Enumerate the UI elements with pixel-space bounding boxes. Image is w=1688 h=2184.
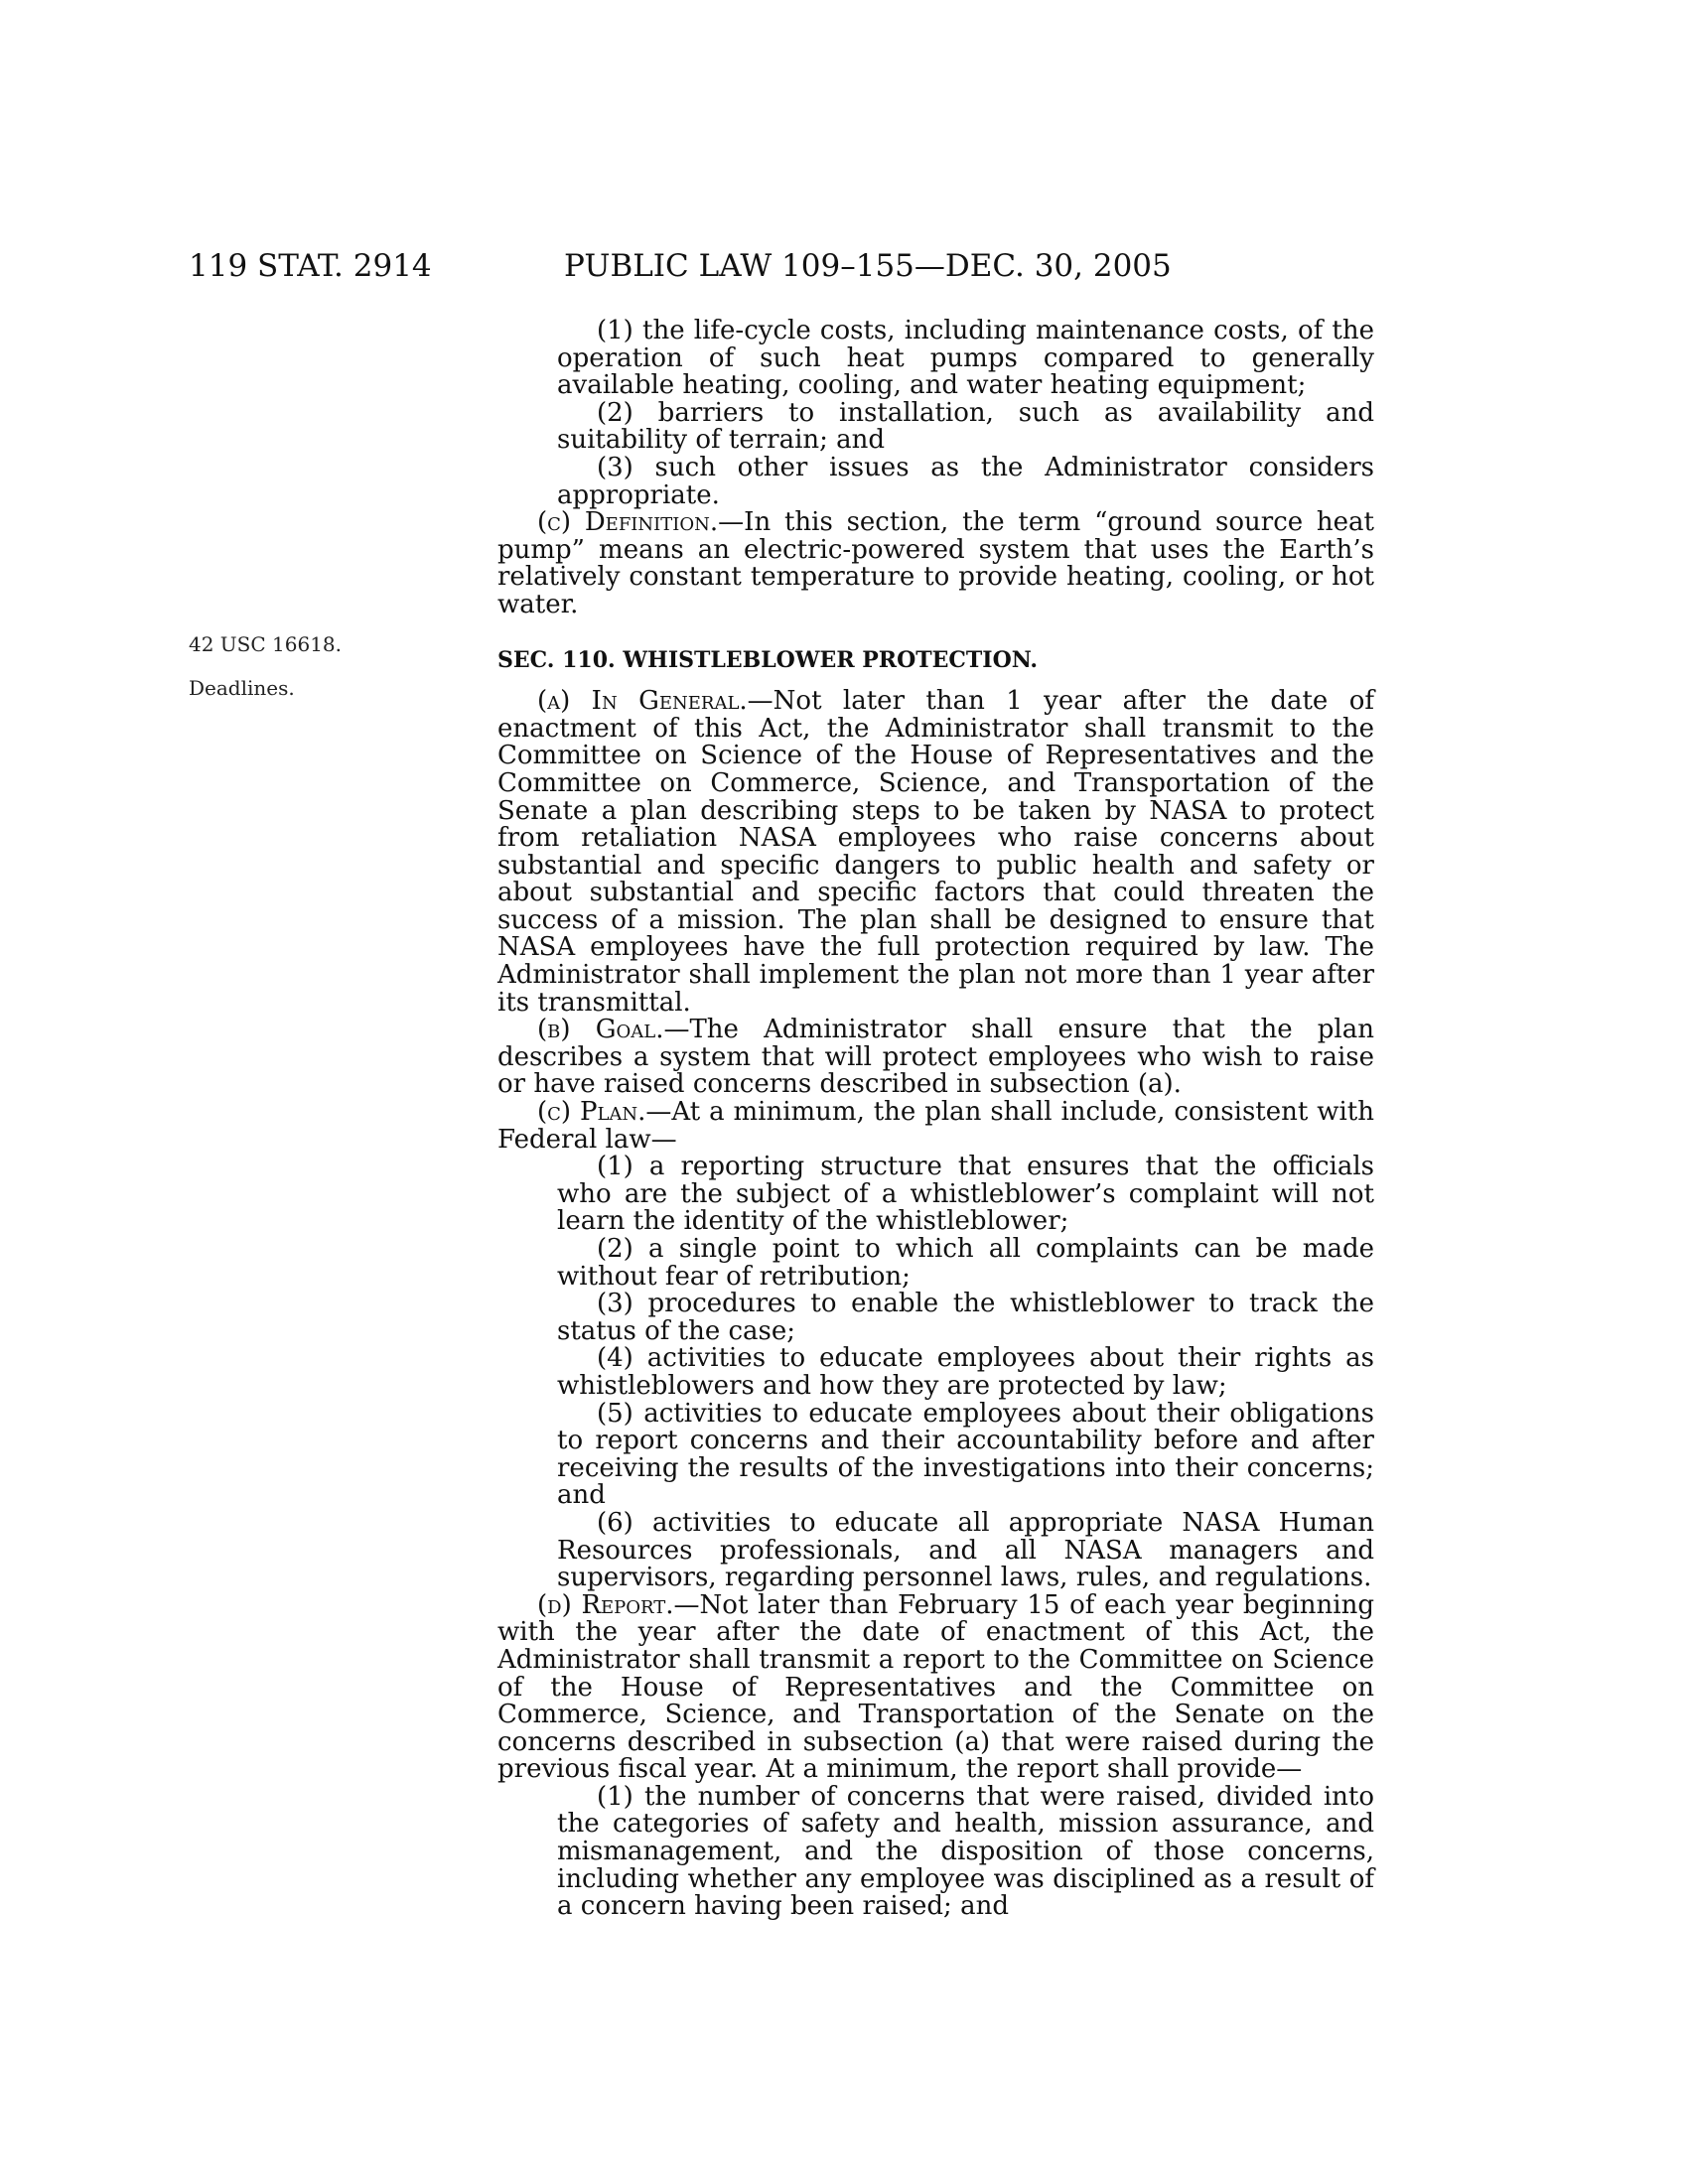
paragraph-b3: (3) such other issues as the Administrator considers appropriate. bbox=[557, 452, 1374, 510]
paragraph-b2: (2) barriers to installation, such as availability and suitability of terrain; and bbox=[557, 397, 1374, 456]
subsection-label: (c) Definition. bbox=[537, 507, 719, 538]
margin-note-deadlines: Deadlines. bbox=[189, 676, 295, 700]
section-heading: SEC. 110. WHISTLEBLOWER PROTECTION. bbox=[497, 646, 1039, 673]
paragraph-c6: (6) activities to educate all appropriate NASA Human Resources professionals, and all NASA managers and supervisors, regarding personnel laws, rules, and regulations. bbox=[557, 1507, 1374, 1593]
subsection-text: —The Administrator shall ensure that the plan describes a system that will protect employees who wish to raise or have raised concerns described in subsection (a). bbox=[497, 1015, 1374, 1100]
subsection-label: (b) Goal. bbox=[537, 1015, 664, 1045]
paragraph-c5: (5) activities to educate employees about their obligations to report concerns and their accountability before and after receiving the results of the investigations into their concerns; and bbox=[557, 1398, 1374, 1511]
subsection-d bbox=[497, 1589, 1374, 1785]
paragraph-b1: (1) the life-cycle costs, including maintenance costs, of the operation of such heat pumps compared to generally available heating, cooling, and water heating equipment; bbox=[557, 316, 1374, 401]
running-head: PUBLIC LAW 109–155—DEC. 30, 2005 bbox=[564, 248, 1172, 284]
paragraph-c4: (4) activities to educate employees about their rights as whistleblowers and how they are protected by law; bbox=[557, 1343, 1374, 1401]
subsection-label: (c) Plan. bbox=[537, 1097, 646, 1128]
subsection-b bbox=[497, 1017, 1374, 1099]
subsection-c-definition bbox=[497, 509, 1374, 618]
subsection-text: —Not later than 1 year after the date of enactment of this Act, the Administrator shall transmit to the Committee on Science of the House of Representatives and the Committee on Commerce, Science, and Transportation of the Senate a plan describing steps to be taken by NASA to protect from retaliation NASA employees who raise concerns about substantial and specific dangers to public health and safety or about substantial and specific factors that could threaten the success of a mission. The plan shall be designed to ensure that NASA employees have the full protection required by law. The Administrator shall implement the plan not more than 1 year after its transmittal. bbox=[497, 686, 1374, 1018]
paragraph-d1: (1) the number of concerns that were raised, divided into the categories of safety and health, mission assurance, and mismanagement, and the disposition of those concerns, including whether any employee was disciplined as a result of a concern having been raised; and bbox=[557, 1781, 1374, 1922]
page-header bbox=[0, 248, 1688, 292]
subsection-text: —Not later than February 15 of each year beginning with the year after the date of enactment of this Act, the Administrator shall transmit a report to the Committee on Science of the House of Representatives and the Committee on Commerce, Science, and Transportation of the Senate on the concerns described in subsection (a) that were raised during the previous fiscal year. At a minimum, the report shall provide— bbox=[497, 1589, 1374, 1785]
paragraph-c2: (2) a single point to which all complaints can be made without fear of retribution; bbox=[557, 1234, 1374, 1292]
subsection-label: (d) Report. bbox=[537, 1589, 674, 1620]
statute-page-reference: 119 STAT. 2914 bbox=[189, 248, 432, 284]
subsection-c bbox=[497, 1099, 1374, 1154]
law-text bbox=[497, 318, 1374, 1921]
subsection-text: —In this section, the term “ground source heat pump” means an electric-powered system that uses the Earth’s relatively constant temperature to provide heating, cooling, or hot water. bbox=[497, 507, 1374, 619]
paragraph-c1: (1) a reporting structure that ensures that the officials who are the subject of a whistleblower’s complaint will not learn the identity of the whistleblower; bbox=[557, 1152, 1374, 1237]
subsection-text: —At a minimum, the plan shall include, consistent with Federal law— bbox=[497, 1097, 1374, 1155]
paragraph-c3: (3) procedures to enable the whistleblower to track the status of the case; bbox=[557, 1289, 1374, 1346]
margin-note-usc-citation: 42 USC 16618. bbox=[189, 632, 343, 656]
subsection-a bbox=[497, 688, 1374, 1017]
subsection-label: (a) In General. bbox=[537, 686, 748, 717]
